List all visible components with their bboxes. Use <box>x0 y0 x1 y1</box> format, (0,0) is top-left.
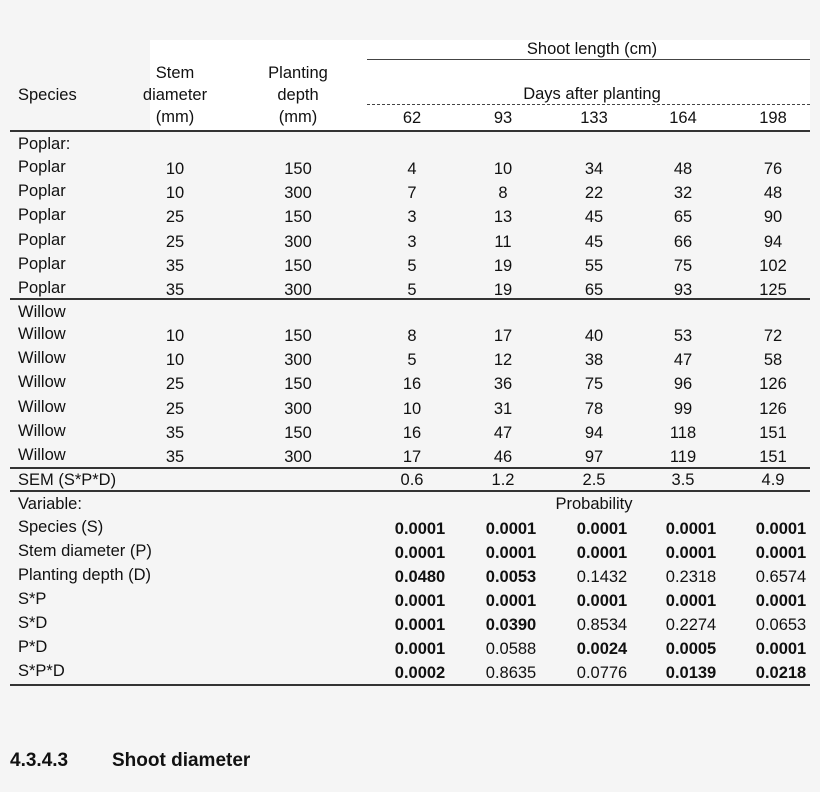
row-value: 72 <box>763 327 783 345</box>
row-stem: 35 <box>165 256 185 275</box>
row-value: 151 <box>759 423 787 442</box>
row-depth: 300 <box>284 399 312 418</box>
row-species: Poplar <box>18 158 66 176</box>
row-value: 151 <box>759 448 787 466</box>
willow-bottom-rule <box>10 467 810 469</box>
header-stem-diameter: diameter <box>142 86 208 104</box>
prob-value: 0.0001 <box>394 640 446 658</box>
row-value: 96 <box>673 375 693 394</box>
prob-value: 0.0001 <box>755 592 807 610</box>
row-species: Willow <box>18 446 66 464</box>
row-value: 55 <box>584 256 604 275</box>
row-stem: 25 <box>165 375 185 394</box>
row-depth: 300 <box>284 351 312 370</box>
variable-label: Variable: <box>18 495 82 513</box>
prob-value: 0.8534 <box>576 616 628 634</box>
row-value: 75 <box>584 375 604 394</box>
prob-value: 0.1432 <box>576 568 628 586</box>
row-value: 5 <box>407 351 417 370</box>
prob-value: 0.8635 <box>485 664 537 682</box>
header-rule-shoot-length <box>367 59 810 60</box>
row-value: 38 <box>584 351 604 370</box>
prob-row-label: P*D <box>18 638 48 656</box>
header-stem-diameter: (mm) <box>155 108 195 126</box>
sem-value: 2.5 <box>582 471 606 489</box>
row-stem: 35 <box>165 423 185 442</box>
row-depth: 300 <box>284 448 312 466</box>
row-value: 76 <box>763 160 783 178</box>
header-species: Species <box>18 86 77 104</box>
header-days-after-planting: Days after planting <box>523 85 661 103</box>
row-value: 125 <box>759 281 787 299</box>
prob-value: 0.0053 <box>485 568 537 586</box>
row-value: 47 <box>673 351 693 370</box>
row-stem: 10 <box>165 327 185 345</box>
section-number: 4.3.4.3 <box>10 750 69 771</box>
header-planting-depth: Planting <box>268 64 328 82</box>
row-value: 118 <box>669 423 697 442</box>
prob-value: 0.0001 <box>755 544 807 562</box>
row-depth: 300 <box>284 184 312 203</box>
row-value: 65 <box>673 208 693 227</box>
row-species: Willow <box>18 421 66 440</box>
prob-value: 0.0390 <box>485 616 537 634</box>
prob-row-label: Stem diameter (P) <box>18 542 152 560</box>
prob-value: 0.0001 <box>665 592 717 610</box>
prob-value: 0.0005 <box>665 640 717 658</box>
row-species: Poplar <box>18 254 66 273</box>
prob-value: 0.0588 <box>485 640 537 658</box>
header-shoot-length: Shoot length (cm) <box>526 40 658 58</box>
row-value: 94 <box>763 232 783 251</box>
prob-value: 0.0001 <box>485 544 537 562</box>
sem-value: 4.9 <box>761 471 785 489</box>
row-value: 19 <box>493 256 513 275</box>
prob-value: 0.0001 <box>755 640 807 658</box>
sem-bottom-rule <box>10 490 810 492</box>
prob-value: 0.0218 <box>755 664 807 682</box>
row-stem: 25 <box>165 399 185 418</box>
prob-value: 0.0139 <box>665 664 717 682</box>
row-value: 12 <box>493 351 513 370</box>
row-stem: 35 <box>165 281 185 299</box>
header-rule-days <box>367 104 810 105</box>
row-value: 8 <box>407 327 417 345</box>
sem-value: 3.5 <box>671 471 695 489</box>
header-day: 164 <box>669 109 697 127</box>
row-value: 4 <box>407 160 417 178</box>
row-depth: 300 <box>284 281 312 299</box>
header-planting-depth: depth <box>277 86 319 104</box>
prob-row-label: Species (S) <box>18 518 104 536</box>
row-value: 31 <box>493 399 513 418</box>
row-value: 17 <box>493 327 513 345</box>
header-day: 133 <box>580 109 608 127</box>
prob-row-label: S*P <box>18 590 47 608</box>
row-value: 97 <box>584 448 604 466</box>
row-value: 65 <box>584 281 604 299</box>
prob-row-label: S*D <box>18 614 48 632</box>
row-species: Willow <box>18 397 66 416</box>
row-species: Poplar <box>18 230 66 249</box>
row-depth: 150 <box>284 327 312 345</box>
header-bottom-rule <box>10 130 810 132</box>
row-value: 99 <box>673 399 693 418</box>
prob-value: 0.0001 <box>394 616 446 634</box>
row-value: 126 <box>759 399 787 418</box>
row-value: 48 <box>673 160 693 178</box>
row-value: 19 <box>493 281 513 299</box>
row-value: 3 <box>407 232 417 251</box>
prob-value: 0.0001 <box>576 592 628 610</box>
row-value: 46 <box>493 448 513 466</box>
prob-value: 0.0001 <box>755 520 807 538</box>
prob-value: 0.0001 <box>394 544 446 562</box>
row-species: Willow <box>18 325 66 343</box>
row-value: 93 <box>673 281 693 299</box>
row-value: 119 <box>669 448 697 466</box>
row-value: 90 <box>763 208 783 227</box>
prob-value: 0.6574 <box>755 568 807 586</box>
row-value: 32 <box>673 184 693 203</box>
prob-value: 0.0001 <box>665 544 717 562</box>
row-stem: 35 <box>165 448 185 466</box>
row-value: 58 <box>763 351 783 370</box>
row-depth: 150 <box>284 423 312 442</box>
row-depth: 150 <box>284 160 312 178</box>
row-value: 53 <box>673 327 693 345</box>
header-day: 198 <box>759 109 787 127</box>
row-stem: 10 <box>165 351 185 370</box>
row-value: 40 <box>584 327 604 345</box>
header-background <box>150 40 810 132</box>
prob-value: 0.0001 <box>576 544 628 562</box>
row-species: Poplar <box>18 182 66 201</box>
header-stem-diameter: Stem <box>155 64 195 82</box>
row-value: 34 <box>584 160 604 178</box>
row-stem: 25 <box>165 208 185 227</box>
section-title: Shoot diameter <box>112 750 251 771</box>
row-value: 47 <box>493 423 513 442</box>
header-day: 93 <box>493 109 513 127</box>
row-value: 45 <box>584 208 604 227</box>
row-species: Willow <box>18 373 66 392</box>
sem-value: 0.6 <box>400 471 424 489</box>
row-value: 16 <box>402 375 422 394</box>
row-value: 3 <box>407 208 417 227</box>
row-value: 7 <box>407 184 417 203</box>
row-value: 94 <box>584 423 604 442</box>
prob-value: 0.0001 <box>665 520 717 538</box>
prob-value: 0.0001 <box>485 592 537 610</box>
row-value: 11 <box>494 232 512 251</box>
row-value: 10 <box>493 160 513 178</box>
prob-value: 0.2274 <box>665 616 717 634</box>
prob-value: 0.0001 <box>394 520 446 538</box>
row-stem: 10 <box>165 184 185 203</box>
row-value: 78 <box>584 399 604 418</box>
header-planting-depth: (mm) <box>278 108 318 126</box>
poplar-bottom-rule <box>10 298 810 300</box>
prob-value: 0.0024 <box>576 640 628 658</box>
row-value: 8 <box>498 184 508 203</box>
row-stem: 10 <box>165 160 185 178</box>
row-species: Poplar <box>18 279 66 297</box>
prob-row-label: S*P*D <box>18 662 65 680</box>
table-bottom-rule <box>10 684 810 686</box>
row-value: 13 <box>493 208 513 227</box>
row-value: 75 <box>673 256 693 275</box>
row-value: 16 <box>402 423 422 442</box>
prob-value: 0.0002 <box>394 664 446 682</box>
section-heading <box>10 750 250 772</box>
prob-row-label: Planting depth (D) <box>18 566 151 584</box>
row-depth: 150 <box>284 375 312 394</box>
row-depth: 150 <box>284 208 312 227</box>
row-value: 66 <box>673 232 693 251</box>
prob-value: 0.0653 <box>755 616 807 634</box>
row-value: 48 <box>763 184 783 203</box>
row-value: 17 <box>402 448 422 466</box>
prob-value: 0.0001 <box>576 520 628 538</box>
prob-value: 0.0776 <box>576 664 628 682</box>
row-value: 102 <box>759 256 787 275</box>
row-stem: 25 <box>165 232 185 251</box>
prob-value: 0.0480 <box>394 568 446 586</box>
row-depth: 300 <box>284 232 312 251</box>
row-species: Willow <box>18 349 66 368</box>
probability-label: Probability <box>555 495 633 513</box>
header-day: 62 <box>402 109 422 127</box>
row-value: 10 <box>402 399 422 418</box>
group-label-willow: Willow <box>18 303 66 321</box>
prob-value: 0.0001 <box>394 592 446 610</box>
row-value: 126 <box>759 375 787 394</box>
row-value: 22 <box>584 184 604 203</box>
sem-value: 1.2 <box>491 471 515 489</box>
row-value: 36 <box>493 375 513 394</box>
row-depth: 150 <box>284 256 312 275</box>
group-label-poplar: Poplar: <box>18 135 71 153</box>
row-value: 45 <box>584 232 604 251</box>
prob-value: 0.2318 <box>665 568 717 586</box>
sem-label: SEM (S*P*D) <box>18 471 117 489</box>
row-value: 5 <box>407 281 417 299</box>
row-value: 5 <box>407 256 417 275</box>
row-species: Poplar <box>18 206 66 225</box>
prob-value: 0.0001 <box>485 520 537 538</box>
